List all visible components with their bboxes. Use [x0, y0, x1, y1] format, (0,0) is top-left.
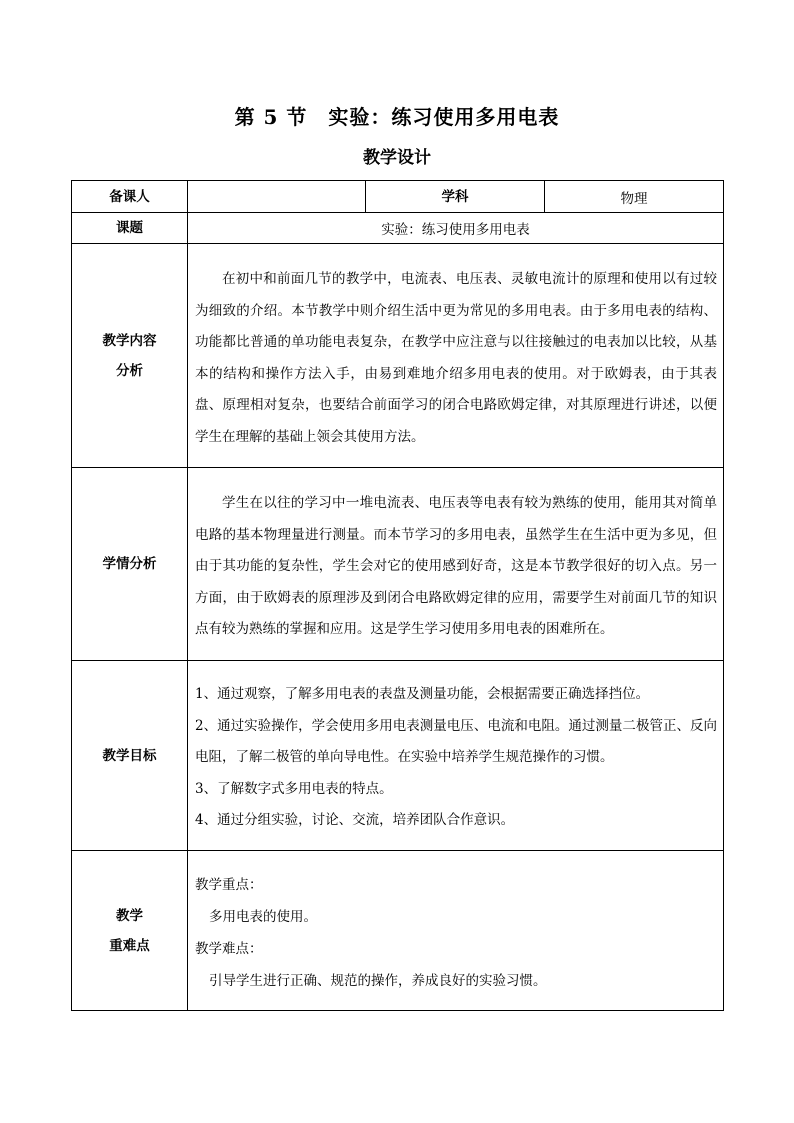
lesson-plan-table [71, 180, 724, 1011]
table-row-key-points [72, 851, 724, 1011]
preparer-label: 备课人 [72, 181, 188, 213]
objective-item: 3、了解数字式多用电表的特点。 [195, 780, 393, 797]
key-points-label [72, 851, 188, 1011]
key-points-content [188, 864, 723, 997]
table-row-content-analysis [72, 244, 724, 468]
difficulty-heading: 教学难点： [195, 941, 263, 957]
topic-label: 课题 [72, 213, 188, 244]
focus-text: 多用电表的使用。 [209, 909, 317, 925]
table-row-learner-analysis [72, 468, 724, 661]
key-points-label-line1: 教学 [116, 907, 143, 924]
content-analysis-label-line2: 分析 [116, 362, 143, 379]
table-row-preparer [72, 181, 724, 213]
focus-heading: 教学重点： [195, 877, 263, 893]
objectives-label: 教学目标 [72, 661, 188, 851]
content-analysis-label-line1: 教学内容 [102, 332, 157, 349]
table-row-topic [72, 213, 724, 244]
learner-analysis-cell [188, 468, 724, 661]
content-analysis-text: 在初中和前面几节的教学中，电流表、电压表、灵敏电流计的原理和使用以有过较为细致的介绍。本节教学中则介绍生活中更为常见的多用电表。由于多用电表的结构、功能都比普通的单功能电表复杂，在教学中应注意与以往接触过的电表加以比较，从基本的结构和操作方法入手，由易到难地介绍多用电表的使用。对于欧姆表，由于其表盘、原理相对复杂，也要结合前面学习的闭合电路欧姆定律，对其原理进行讲述，以便学生在理解的基础上领会其使用方法。 [195, 271, 717, 445]
objective-item: 4、通过分组实验，讨论、交流，培养团队合作意识。 [195, 812, 515, 829]
content-analysis-cell [188, 244, 724, 468]
objective-item: 1、通过观察，了解多用电表的表盘及测量功能，会根据需要正确选择挡位。 [195, 686, 650, 703]
objective-item: 2、通过实验操作，学会使用多用电表测量电压、电流和电阻。通过测量二极管正、反向电阻，了解二极管的单向导电性。在实验中培养学生规范操作的习惯。 [195, 717, 717, 766]
key-points-label-line2: 重难点 [109, 937, 150, 954]
subject-label: 学科 [366, 181, 545, 213]
key-points-cell [188, 851, 724, 1011]
learner-analysis-label: 学情分析 [72, 468, 188, 661]
topic-value: 实验：练习使用多用电表 [188, 213, 724, 244]
learner-analysis-text: 学生在以往的学习中一堆电流表、电压表等电表有较为熟练的使用，能用其对简单电路的基本物理量进行测量。而本节学习的多用电表，虽然学生在生活中更为多见，但由于其功能的复杂性，学生会对它的使用感到好奇，这是本节教学很好的切入点。另一方面，由于欧姆表的原理涉及到闭合电路欧姆定律的应用，需要学生对前面几节的知识点有较为熟练的掌握和应用。这是学生学习使用多用电表的困难所在。 [195, 495, 717, 638]
difficulty-text: 引导学生进行正确、规范的操作，养成良好的实验习惯。 [209, 973, 547, 989]
objectives-cell [188, 661, 724, 851]
subject-value: 物理 [545, 181, 724, 213]
document-title: 第 5 节 实验：练习使用多用电表 [234, 105, 560, 129]
preparer-value [188, 181, 366, 213]
document-subtitle: 教学设计 [363, 148, 431, 168]
content-analysis-label [72, 244, 188, 468]
table-row-objectives [72, 661, 724, 851]
objectives-list [188, 674, 723, 837]
